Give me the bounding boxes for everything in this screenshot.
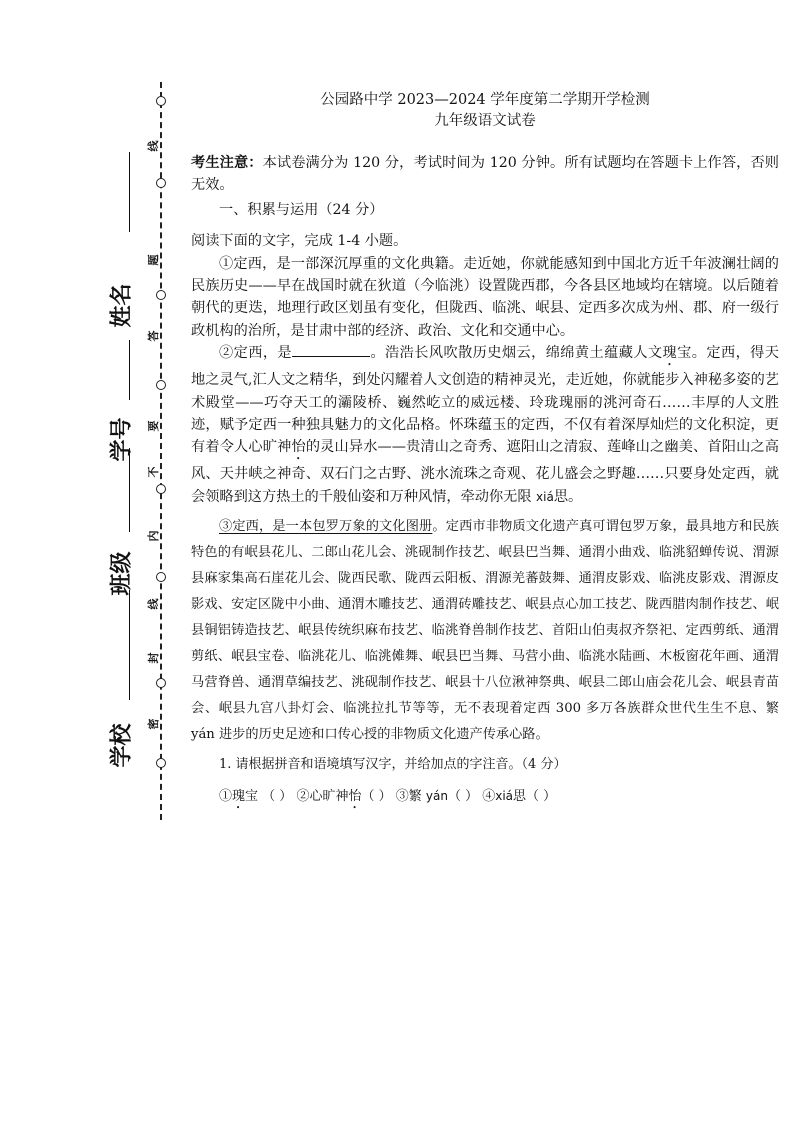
student-id-label: 学号 xyxy=(109,417,135,462)
binding-hole xyxy=(156,290,166,300)
underlined-sentence: ③定西，是一本包罗万象的文化图册 xyxy=(219,519,433,535)
binding-hole xyxy=(156,484,166,494)
notice xyxy=(191,152,779,197)
para2-text: 。浩浩长风吹散历史烟云，绵绵黄土蕴藏人文 xyxy=(370,345,663,362)
para2-text: 的灵山异水——贵清山之奇秀、遮阳山之清寂、莲峰山之幽美、首阳山之高风、天井峡之神奇、双石门之古野、洮水流珠之奇观、花儿盛会之野趣……只要身处定西，就会领略到这方热土的千般仙姿和万种风情，牵动你无限 xyxy=(191,439,779,505)
seal-char: 题 xyxy=(147,254,160,266)
binding-hole xyxy=(156,678,166,688)
answer-c[interactable]: ③繁 yán（ ） xyxy=(395,788,479,804)
class-field-label: 班级 xyxy=(109,551,135,596)
binding-dashed-line xyxy=(160,82,162,820)
binding-hole xyxy=(156,758,166,768)
dotted-char: 怡 xyxy=(291,439,306,456)
name-field-line[interactable] xyxy=(129,152,130,232)
name-field-label: 姓名 xyxy=(109,283,135,328)
para3-text: 。定西市非物质文化遗产真可谓包罗万象，最具地方和民族特色的有岷县花儿、二郎山花儿会、洮砚制作技艺、岷县巴当舞、通渭小曲戏、临洮貂蝉传说、渭源县麻家集高石崖花儿会、陇西民歌、陇西云阳板、渭源羌蕃鼓舞、通渭皮影戏、临洮皮影戏、渭源皮影戏、安定区陇中小曲、通渭木雕技艺、通渭砖雕技艺、岷县点心加工技艺、陇西腊肉制作技艺、岷县铜铝铸造技艺、岷县传统织麻布技艺、临洮脊兽制作技艺、首阳山伯夷叔齐祭祀、定西剪纸、通渭剪纸、岷县宝卷、临洮花儿、临洮傩舞、岷县巴当舞、马营小曲、临洮水陆画、木板窗花年画、通渭马营脊兽、通渭草编技艺、洮砚制作技艺、岷县十八位湫神祭典、岷县二郎山庙会花儿会、岷县青苗会、岷县九宫八卦灯会、临洮拉扎节等等，无不表现着定西 300 多万各族群众世代生生不息、繁 yán 进步的历史足迹和口传心授的非物质文化遗产传承心路。 xyxy=(191,519,779,743)
fill-in-blank[interactable] xyxy=(292,342,370,357)
seal-char: 要 xyxy=(147,420,160,432)
binding-hole xyxy=(156,572,166,582)
passage-paragraph-2 xyxy=(191,342,779,508)
id-field-line[interactable] xyxy=(129,340,130,400)
notice-text: 本试卷满分为 120 分，考试时间为 120 分钟。所有试题均在答题卡上作答，否则无效。 xyxy=(191,155,779,194)
binding-hole xyxy=(156,178,166,188)
pinyin: xiá xyxy=(536,489,554,504)
school-field-line[interactable] xyxy=(129,590,130,700)
seal-char: 线 xyxy=(147,598,160,610)
binding-hole xyxy=(156,96,166,106)
class-field-line[interactable] xyxy=(129,448,130,532)
seal-char: 封 xyxy=(147,652,160,664)
para2-text: 宝。定西，得天地之灵气,汇人文之精华，到处闪耀着人文创造的精神灵光，走近她，你就能步入神秘多姿的艺术殿堂——巧夺天工的灞陵桥、巍然屹立的威远楼、玲珑瑰丽的洮河奇石……丰厚的人文胜迹，赋予定西一种独具魅力的文化品格。怀珠蕴玉的定西，不仅有着深厚灿烂的文化积淀，更有着令人心旷神 xyxy=(191,345,779,456)
para2-end: 思。 xyxy=(553,488,583,505)
exam-subtitle: 九年级语文试卷 xyxy=(434,113,536,129)
exam-content xyxy=(191,90,779,812)
seal-char: 密 xyxy=(147,718,160,730)
seal-char: 不 xyxy=(147,466,160,478)
answer-a[interactable]: ①瑰宝 （ ） xyxy=(219,788,293,804)
passage-paragraph-3 xyxy=(191,514,779,748)
exam-title: 公园路中学 2023—2024 学年度第二学期开学检测 xyxy=(320,92,650,108)
seal-char: 答 xyxy=(147,330,160,342)
seal-char: 内 xyxy=(147,530,160,542)
answer-b[interactable]: ②心旷神怡（ ） xyxy=(296,788,392,804)
answer-d[interactable]: ④xiá思（ ） xyxy=(482,788,557,804)
passage-paragraph-1: ①定西，是一部深沉厚重的文化典籍。走近她，你就能感知到中国北方近千年波澜壮阔的民族历史——早在战国时就在狄道（今临洮）设置陇西郡，今各县区地域均在辖境。以后随着朝代的更迭，地理行政区划虽有变化，但陇西、临洮、岷县、定西多次成为州、郡、府一级行政机构的治所，是甘肃中部的经济、政治、文化和交通中心。 xyxy=(191,255,779,339)
section-heading: 一、积累与运用（24 分） xyxy=(219,201,384,218)
question-1: 1. 请根据拼音和语境填写汉字，并给加点的字注音。（4 分） xyxy=(219,757,567,773)
notice-label: 考生注意： xyxy=(191,155,263,171)
school-field-label: 学校 xyxy=(109,723,135,768)
answer-row xyxy=(191,785,779,812)
binding-hole xyxy=(156,380,166,390)
seal-char: 线 xyxy=(147,140,160,152)
dotted-char: 瑰 xyxy=(662,345,678,362)
para2-start: ②定西，是 xyxy=(219,345,293,362)
reading-instruction: 阅读下面的文字，完成 1-4 小题。 xyxy=(191,233,408,250)
